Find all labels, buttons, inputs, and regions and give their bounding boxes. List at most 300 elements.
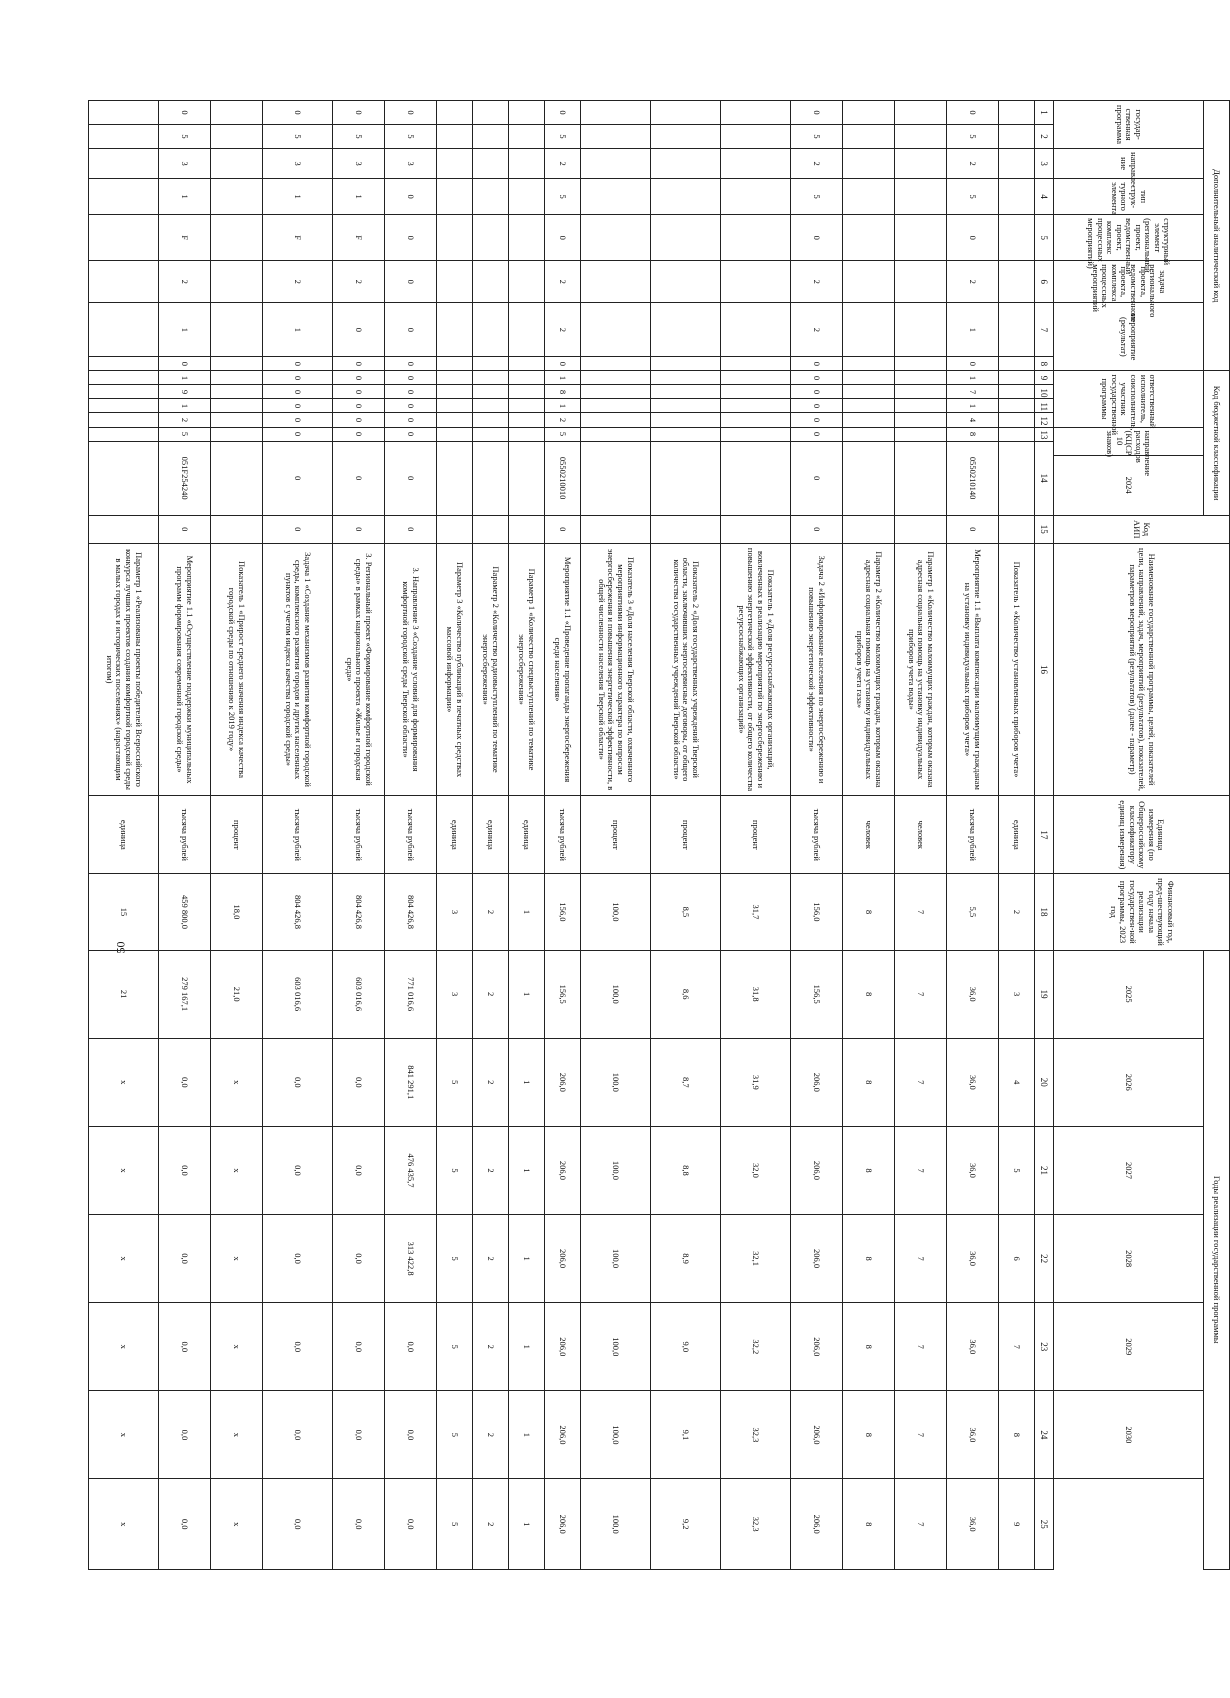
row-year-value: 31,9 [721, 1038, 791, 1126]
task-header: задача регионального проекта, ведомственного проекта, комплекса процессных мероприятий [1054, 261, 1204, 303]
code-cell: 0550210140 [947, 441, 999, 515]
code-cell: 5 [545, 179, 581, 215]
row-year-value: 8 [843, 1215, 895, 1303]
code-cell [721, 101, 791, 125]
code-cell [895, 515, 947, 543]
table-body [89, 101, 1054, 1570]
row-year-value: 1 [509, 1038, 545, 1126]
code-cell: 0 [263, 515, 333, 543]
table-row [159, 101, 211, 1570]
code-cell [473, 427, 509, 441]
row-year-value: 206,0 [545, 1126, 581, 1214]
code-cell [999, 371, 1035, 385]
code-cell [509, 261, 545, 303]
code-cell [651, 413, 721, 427]
row-year-value: 0,0 [333, 1479, 385, 1570]
code-cell [89, 215, 159, 261]
code-cell [509, 215, 545, 261]
code-cell [89, 515, 159, 543]
code-cell: 0 [263, 399, 333, 413]
code-cell: 0 [385, 261, 437, 303]
row-year-value: 8,6 [651, 950, 721, 1038]
code-cell [581, 385, 651, 399]
code-cell [509, 149, 545, 179]
row-name: Задача 1 «Создание механизмов развития комфортной городской среды, комплексного развития городов и других населенных пунктов с учетом индекса качества городской среды» [263, 543, 333, 795]
code-cell: 0 [159, 357, 211, 371]
row-year-value: x [211, 1038, 263, 1126]
row-year-value: 313 422,8 [385, 1215, 437, 1303]
code-cell: 3 [263, 149, 333, 179]
row-year-value: 0,0 [263, 1038, 333, 1126]
row-fin-2023: 8 [843, 874, 895, 950]
code-cell [999, 413, 1035, 427]
code-cell: 0 [791, 385, 843, 399]
code-cell [211, 427, 263, 441]
column-number-row [1035, 101, 1054, 1570]
row-fin-2023: 1 [509, 874, 545, 950]
code-cell [437, 101, 473, 125]
table-row [581, 101, 651, 1570]
code-cell [211, 413, 263, 427]
code-cell [89, 125, 159, 149]
code-cell [437, 261, 473, 303]
code-cell: 0 [791, 371, 843, 385]
code-cell [581, 357, 651, 371]
code-cell [211, 357, 263, 371]
column-number: 5 [1035, 215, 1054, 261]
row-name: Показатель 1 «Доля ресурсоснабжающих организаций, вовлеченных в реализацию мероприятий по энергосбережению и повышению энергетической эффективности, от общего количества ресурсоснабжающих организаций» [721, 543, 791, 795]
row-year-value: 1 [509, 1479, 545, 1570]
row-year-value: 206,0 [791, 1038, 843, 1126]
row-year-value: 36,0 [947, 1126, 999, 1214]
row-year-value: 32,0 [721, 1126, 791, 1214]
row-unit: процент [211, 796, 263, 874]
row-unit: тысяча рублей [159, 796, 211, 874]
code-cell [89, 261, 159, 303]
row-unit: тысяча рублей [263, 796, 333, 874]
code-cell: 2 [159, 413, 211, 427]
code-cell: 2 [545, 413, 581, 427]
row-year-value: 8 [999, 1391, 1035, 1479]
column-number: 4 [1035, 179, 1054, 215]
code-cell [843, 101, 895, 125]
row-year-value: 0,0 [263, 1479, 333, 1570]
row-unit: тысяча рублей [333, 796, 385, 874]
row-year-value: 2 [473, 1126, 509, 1214]
row-year-value: 100,0 [581, 1303, 651, 1391]
row-year-value: 476 435,7 [385, 1126, 437, 1214]
code-cell [473, 441, 509, 515]
code-cell [895, 101, 947, 125]
row-unit: единица [509, 796, 545, 874]
row-year-value: 100,0 [581, 1479, 651, 1570]
row-unit: человек [843, 796, 895, 874]
row-year-value: 6 [999, 1215, 1035, 1303]
code-cell: 1 [545, 399, 581, 413]
row-year-value: 8 [843, 1038, 895, 1126]
row-year-value: 36,0 [947, 1038, 999, 1126]
row-fin-2023: 804 426,8 [333, 874, 385, 950]
code-cell: 2 [791, 303, 843, 357]
code-cell: 0 [385, 413, 437, 427]
code-cell [581, 215, 651, 261]
code-cell [843, 371, 895, 385]
code-cell [999, 515, 1035, 543]
row-name: 3. Региональный проект «Формирование комфортной городской среды» в рамках национального проекта «Жилье и городская среда» [333, 543, 385, 795]
code-cell [895, 385, 947, 399]
table-row [385, 101, 437, 1570]
code-cell [473, 515, 509, 543]
code-cell [473, 399, 509, 413]
year-2027-header: 2027 [1054, 1126, 1204, 1214]
code-cell [473, 215, 509, 261]
code-cell [89, 149, 159, 179]
row-unit: процент [581, 796, 651, 874]
code-cell [211, 371, 263, 385]
row-year-value: 2 [473, 1303, 509, 1391]
code-cell: 1 [159, 179, 211, 215]
table-row [947, 101, 999, 1570]
code-cell [437, 427, 473, 441]
column-number: 1 [1035, 101, 1054, 125]
code-cell: 0 [333, 399, 385, 413]
code-cell: 2 [791, 149, 843, 179]
code-cell: 0 [333, 515, 385, 543]
code-cell [895, 427, 947, 441]
row-unit: процент [651, 796, 721, 874]
code-cell [999, 427, 1035, 441]
code-cell [581, 441, 651, 515]
code-cell [651, 261, 721, 303]
row-year-value: 8,7 [651, 1038, 721, 1126]
row-year-value: 1 [509, 1303, 545, 1391]
row-fin-2023: 15 [89, 874, 159, 950]
row-year-value: 0,0 [333, 1126, 385, 1214]
code-cell: 0 [545, 215, 581, 261]
code-cell [843, 515, 895, 543]
row-year-value: 8,8 [651, 1126, 721, 1214]
row-year-value: 0,0 [263, 1391, 333, 1479]
code-cell [437, 515, 473, 543]
table-row [333, 101, 385, 1570]
code-cell [211, 101, 263, 125]
code-cell [999, 303, 1035, 357]
code-cell [437, 385, 473, 399]
name-header: Наименование государственной программы, целей, показателей цели, направлений, задач, мероприятий (результатов), показателей, параметров мероприятий (результатов) (далее - параметр) [1054, 543, 1230, 795]
row-fin-2023: 156,0 [791, 874, 843, 950]
code-cell [721, 371, 791, 385]
row-fin-2023: 3 [437, 874, 473, 950]
row-year-value: 156,5 [791, 950, 843, 1038]
code-cell [721, 149, 791, 179]
row-year-value: 31,8 [721, 950, 791, 1038]
column-number: 12 [1035, 413, 1054, 427]
code-cell [843, 427, 895, 441]
row-unit: тысяча рублей [385, 796, 437, 874]
row-year-value: 603 016,6 [333, 950, 385, 1038]
code-cell [473, 179, 509, 215]
code-cell: 5 [159, 125, 211, 149]
code-cell: 0 [159, 515, 211, 543]
code-cell [509, 357, 545, 371]
code-cell: 0 [263, 357, 333, 371]
row-year-value: 7 [895, 950, 947, 1038]
code-cell [473, 303, 509, 357]
code-cell [999, 149, 1035, 179]
row-year-value: 2 [473, 1215, 509, 1303]
row-unit: тысяча рублей [791, 796, 843, 874]
code-cell: 0 [263, 427, 333, 441]
table-row [89, 101, 159, 1570]
row-unit: единица [437, 796, 473, 874]
row-year-value: 206,0 [791, 1303, 843, 1391]
table-row [843, 101, 895, 1570]
column-number: 11 [1035, 399, 1054, 413]
code-cell: 0 [385, 515, 437, 543]
row-year-value: x [211, 1126, 263, 1214]
code-cell [843, 357, 895, 371]
code-cell [721, 427, 791, 441]
code-cell [999, 215, 1035, 261]
code-cell [509, 441, 545, 515]
row-year-value: 5 [437, 1303, 473, 1391]
code-cell [89, 303, 159, 357]
row-year-value: x [211, 1479, 263, 1570]
column-number: 14 [1035, 441, 1054, 515]
code-cell [473, 385, 509, 399]
row-year-value: 0,0 [385, 1391, 437, 1479]
code-cell [651, 441, 721, 515]
row-unit: единица [89, 796, 159, 874]
code-cell [895, 261, 947, 303]
years-group-header: Годы реализации государственной программы [1204, 950, 1230, 1569]
row-year-value: 156,5 [545, 950, 581, 1038]
row-year-value: 841 291,1 [385, 1038, 437, 1126]
struct-type-header: тип струк-турного элемента [1054, 179, 1204, 215]
row-unit: единица [473, 796, 509, 874]
code-cell [89, 371, 159, 385]
row-fin-2023: 2 [999, 874, 1035, 950]
row-fin-2023: 31,7 [721, 874, 791, 950]
code-cell [843, 399, 895, 413]
code-cell [843, 441, 895, 515]
row-year-value: 279 167,1 [159, 950, 211, 1038]
row-year-value: 8,9 [651, 1215, 721, 1303]
row-year-value: 100,0 [581, 950, 651, 1038]
code-cell [437, 303, 473, 357]
code-cell [721, 303, 791, 357]
code-cell: 0 [385, 215, 437, 261]
row-year-value: 206,0 [791, 1215, 843, 1303]
row-unit: процент [721, 796, 791, 874]
year-2029-header: 2029 [1054, 1303, 1204, 1391]
code-cell: 0 [333, 101, 385, 125]
code-cell [721, 261, 791, 303]
code-cell [211, 149, 263, 179]
row-fin-2023: 8,5 [651, 874, 721, 950]
code-cell: 1 [333, 179, 385, 215]
table-row [791, 101, 843, 1570]
code-cell [651, 125, 721, 149]
row-year-value: x [89, 1479, 159, 1570]
code-cell: 5 [947, 179, 999, 215]
code-cell [473, 371, 509, 385]
row-name: Мероприятие 1.1 «Осуществление поддержки муниципальных программ формирования современной городской среды» [159, 543, 211, 795]
event-header: мероприятие (результат) [1054, 303, 1204, 371]
row-year-value: 206,0 [791, 1391, 843, 1479]
code-cell: 1 [263, 179, 333, 215]
row-year-value: 100,0 [581, 1215, 651, 1303]
code-cell [581, 427, 651, 441]
code-cell: 1 [263, 303, 333, 357]
row-year-value: 5 [437, 1126, 473, 1214]
code-cell: 1 [545, 371, 581, 385]
code-cell [509, 125, 545, 149]
expense-header: направление расходов (КЦСР 10 знаков) [1054, 427, 1204, 455]
year-2028-header: 2028 [1054, 1215, 1204, 1303]
code-cell: 4 [947, 413, 999, 427]
code-cell [581, 515, 651, 543]
code-cell [651, 303, 721, 357]
year-2025-header: 2025 [1054, 950, 1204, 1038]
row-year-value: 2 [473, 1038, 509, 1126]
code-cell: 0 [333, 371, 385, 385]
row-fin-2023: 100,0 [581, 874, 651, 950]
table-row [509, 101, 545, 1570]
code-cell [581, 413, 651, 427]
row-year-value: 9 [999, 1479, 1035, 1570]
table-row [721, 101, 791, 1570]
code-cell: 1 [947, 371, 999, 385]
code-cell [211, 303, 263, 357]
column-number: 16 [1035, 543, 1054, 795]
code-cell [437, 125, 473, 149]
column-number: 23 [1035, 1303, 1054, 1391]
row-year-value: 1 [509, 950, 545, 1038]
row-fin-2023: 804 426,8 [385, 874, 437, 950]
code-cell: 0 [791, 441, 843, 515]
code-cell [895, 125, 947, 149]
row-year-value: 5 [437, 1479, 473, 1570]
code-cell: 0 [385, 101, 437, 125]
row-fin-2023: 2 [473, 874, 509, 950]
code-cell [89, 385, 159, 399]
code-cell [581, 371, 651, 385]
code-cell [895, 371, 947, 385]
code-cell [473, 357, 509, 371]
code-cell [843, 261, 895, 303]
code-cell [437, 371, 473, 385]
row-year-value: 32,3 [721, 1479, 791, 1570]
code-cell: 0 [791, 399, 843, 413]
column-number: 18 [1035, 874, 1054, 950]
row-year-value: 5 [437, 1391, 473, 1479]
row-year-value: 603 016,6 [263, 950, 333, 1038]
code-cell: 051F254240 [159, 441, 211, 515]
code-cell [999, 357, 1035, 371]
row-year-value: 32,1 [721, 1215, 791, 1303]
code-cell [999, 125, 1035, 149]
code-cell [999, 261, 1035, 303]
row-year-value: 7 [895, 1391, 947, 1479]
code-cell [895, 357, 947, 371]
column-number: 21 [1035, 1126, 1054, 1214]
row-name: Параметр 1 «Количество малоимущих граждан, которым оказана адресная социальная помощь на установку индивидуальных приборов учета воды» [895, 543, 947, 795]
code-cell [473, 125, 509, 149]
row-year-value: x [89, 1303, 159, 1391]
row-year-value: 5 [999, 1126, 1035, 1214]
column-number: 15 [1035, 515, 1054, 543]
code-cell [999, 179, 1035, 215]
code-cell [895, 303, 947, 357]
row-unit: единица [999, 796, 1035, 874]
row-unit: тысяча рублей [545, 796, 581, 874]
code-cell [651, 357, 721, 371]
code-cell [473, 101, 509, 125]
row-year-value: 32,3 [721, 1391, 791, 1479]
row-year-value: 36,0 [947, 1391, 999, 1479]
row-name: Показатель 2 «Доля государственных учреждений Тверской области, заключивших энергосервисные договоры, от общего количества государственных учреждений Тверской области» [651, 543, 721, 795]
code-cell: 0 [263, 371, 333, 385]
direction-header: направле-ние [1054, 149, 1204, 179]
code-cell [999, 441, 1035, 515]
row-year-value: 100,0 [581, 1038, 651, 1126]
code-cell [581, 125, 651, 149]
row-year-value: 1 [509, 1215, 545, 1303]
column-number: 19 [1035, 950, 1054, 1038]
code-cell [895, 179, 947, 215]
row-year-value: 206,0 [545, 1038, 581, 1126]
row-name: Параметр 2 «Количество радиовыступлений по тематике энергосбережения» [473, 543, 509, 795]
code-cell: 0 [333, 441, 385, 515]
table-row [263, 101, 333, 1570]
row-year-value: 36,0 [947, 950, 999, 1038]
code-cell [651, 371, 721, 385]
year-2026-header: 2026 [1054, 1038, 1204, 1126]
code-cell: 0 [385, 303, 437, 357]
row-year-value: 7 [895, 1126, 947, 1214]
code-cell [843, 125, 895, 149]
code-cell: 3 [333, 149, 385, 179]
row-year-value: 8 [843, 1391, 895, 1479]
column-number: 9 [1035, 371, 1054, 385]
code-cell: 5 [159, 427, 211, 441]
code-cell [89, 179, 159, 215]
code-cell: 0 [385, 399, 437, 413]
row-name: Показатель 1 «Количество установленных приборов учета» [999, 543, 1035, 795]
year-2024-header: 2024 [1054, 455, 1204, 515]
code-cell [581, 303, 651, 357]
row-year-value: 206,0 [545, 1391, 581, 1479]
program-header: государ-ственная программа [1054, 101, 1204, 149]
code-cell [843, 385, 895, 399]
row-year-value: 7 [895, 1215, 947, 1303]
code-cell: 0 [333, 427, 385, 441]
code-cell: 2 [159, 261, 211, 303]
row-unit: человек [895, 796, 947, 874]
row-year-value: 1 [509, 1391, 545, 1479]
rotated-page [104, 100, 1230, 1570]
row-name: Показатель 3 «Доля населения Тверской области, охваченного мероприятиями информационного характера по вопросам энергосбережения и повышения энергетической эффективности, в общей численности населения Тверской области» [581, 543, 651, 795]
struct-elem-header: структурный элемент (региональный проект, ведомственный проект, комплекс процессных мероприятий) [1054, 215, 1204, 261]
row-year-value: 0,0 [385, 1479, 437, 1570]
code-cell [211, 215, 263, 261]
code-cell [651, 149, 721, 179]
row-fin-2023: 18,0 [211, 874, 263, 950]
row-year-value: 36,0 [947, 1303, 999, 1391]
code-cell: 0550210010 [545, 441, 581, 515]
row-year-value: 100,0 [581, 1391, 651, 1479]
